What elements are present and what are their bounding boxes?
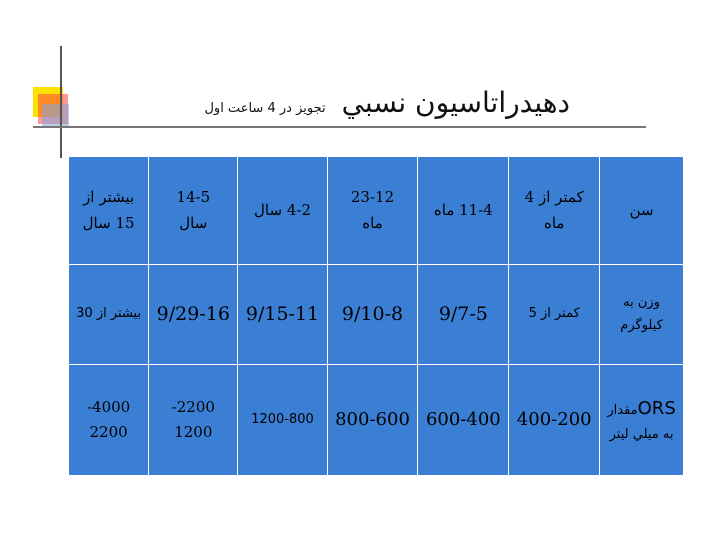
ors-cell-200-400: 400-200 (509, 365, 600, 476)
logo-blue-square (42, 104, 69, 128)
age-cell-over-15-years: بيشتر از 15 سال (69, 157, 149, 265)
dose-table (68, 156, 684, 476)
header-cell-ors-amount: ORSمقدار به ميلي ليتر (600, 365, 684, 476)
ors-cell-800-1200: 1200-800 (238, 365, 327, 476)
decorative-horizontal-line (33, 126, 646, 128)
ors-cell-400-600: 600-400 (418, 365, 509, 476)
ors-cell-1200-2200: -2200 1200 (149, 365, 238, 476)
weight-cell-under-5: کمتر از 5 (509, 265, 600, 365)
table-row-age (69, 157, 684, 265)
table-row-ors-amount (69, 365, 684, 476)
age-cell-under-4-months: کمتر از 4 ماه (509, 157, 600, 265)
weight-cell-over-30: بيشتر از 30 (69, 265, 149, 365)
age-cell-5-14-years: 14-5 سال (149, 157, 238, 265)
ors-cell-600-800: 800-600 (327, 365, 418, 476)
ors-cell-2200-4000: -4000 2200 (69, 365, 149, 476)
header-cell-weight: وزن به کيلوگرم (600, 265, 684, 365)
age-cell-2-4-years: 4-2 سال (238, 157, 327, 265)
slide-subtitle: تجويز در 4 ساعت اول (204, 101, 326, 116)
table-row-weight (69, 265, 684, 365)
weight-cell-16-29-9: 9/29-16 (149, 265, 238, 365)
age-cell-4-11-months: 11-4 ماه (418, 157, 509, 265)
weight-cell-5-7-9: 9/7-5 (418, 265, 509, 365)
weight-cell-11-15-9: 9/15-11 (238, 265, 327, 365)
decorative-vertical-line (60, 46, 62, 158)
slide-title: دهيدراتاسيون نسبي (341, 86, 570, 119)
age-cell-12-23-months: 23-12 ماه (327, 157, 418, 265)
slide-title-area (204, 86, 570, 119)
weight-cell-8-10-9: 9/10-8 (327, 265, 418, 365)
header-cell-age: سن (600, 157, 684, 265)
